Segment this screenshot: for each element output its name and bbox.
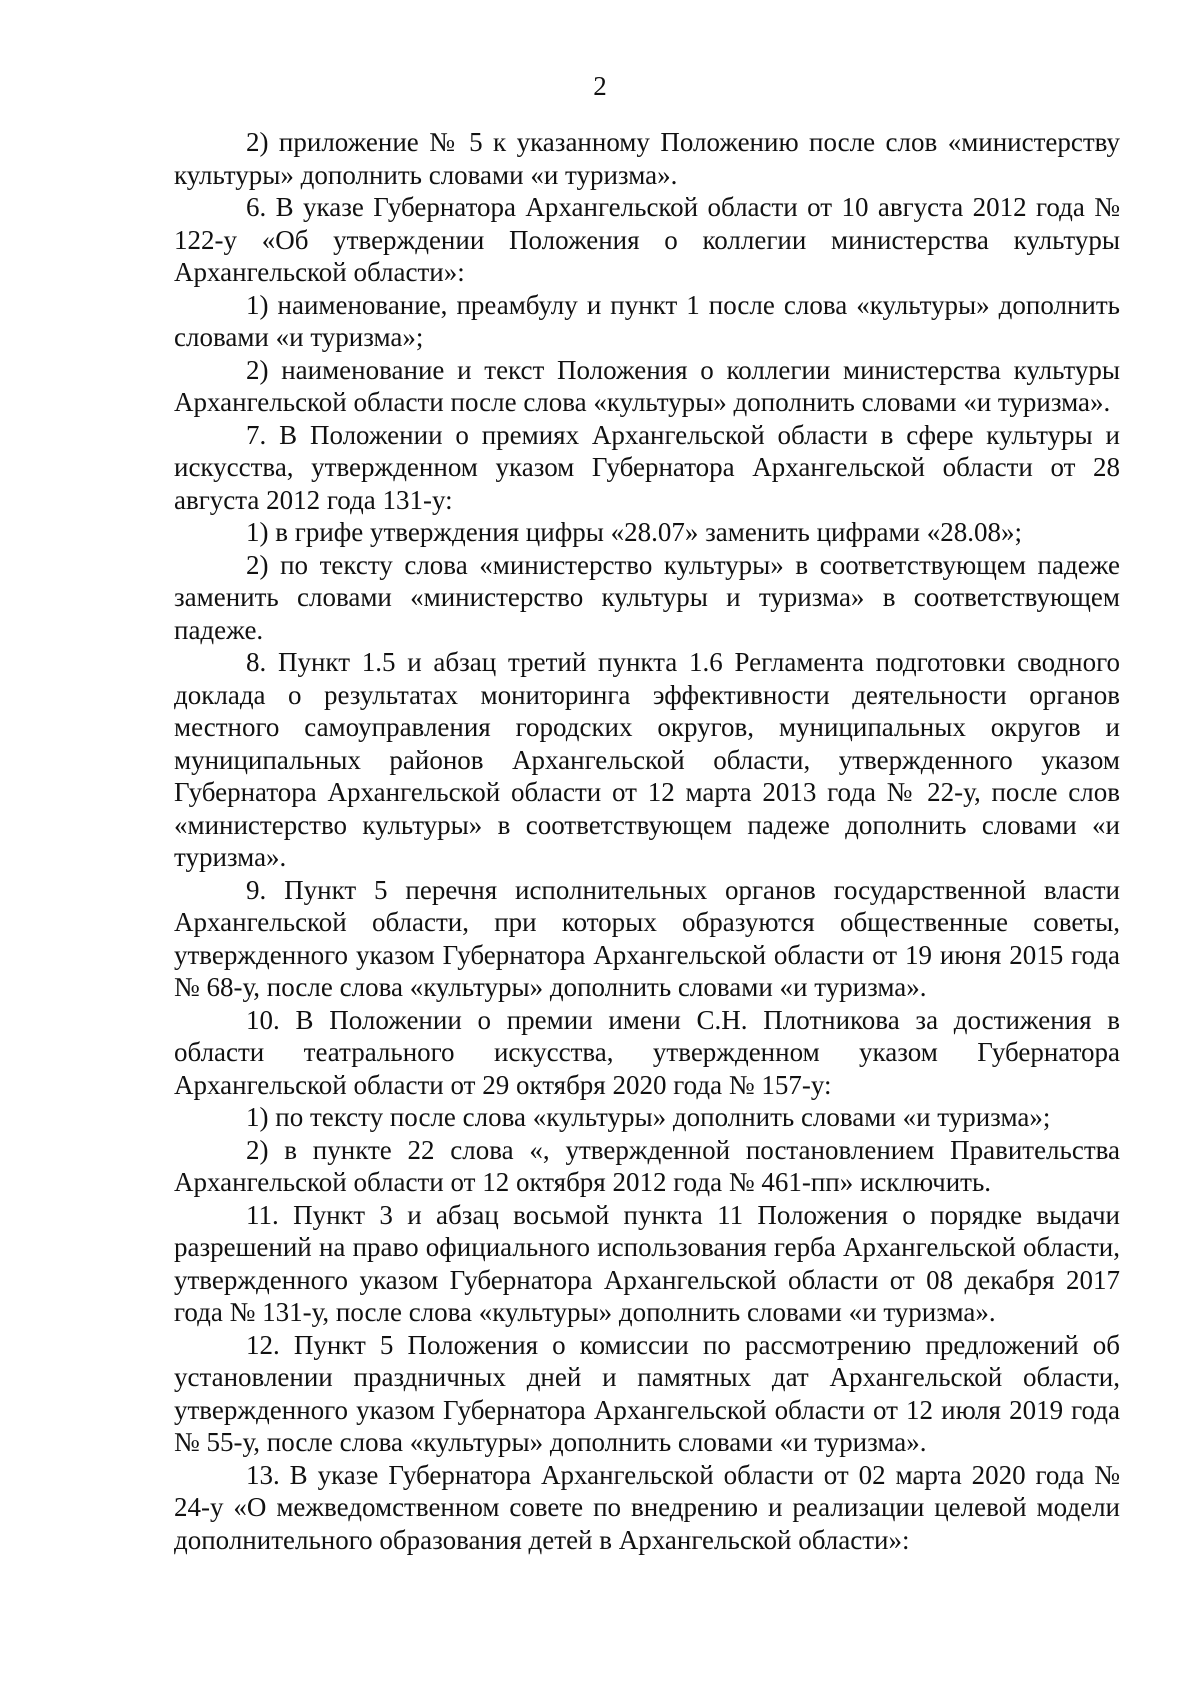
- paragraph: 1) по тексту после слова «культуры» дополнить словами «и туризма»;: [246, 1102, 1051, 1132]
- paragraph: 8. Пункт 1.5 и абзац третий пункта 1.6 Регламента подготовки сводного доклада о результатах мониторинга эффективности деятельности органов местного самоуправления городских округов, муниципальных округов и муниципальных районов Архангельской области, утвержденного указом Губернатора Архангельской области от 12 марта 2013 года № 22-у, после слов «министерство культуры» в соответствующем падеже дополнить словами «и туризма».: [174, 647, 1120, 872]
- paragraph: 6. В указе Губернатора Архангельской области от 10 августа 2012 года № 122-у «Об утверждении Положения о коллегии министерства культуры Архангельской области»:: [174, 192, 1120, 287]
- paragraph: 10. В Положении о премии имени С.Н. Плотникова за достижения в области театрального искусства, утвержденном указом Губернатора Архангельской области от 29 октября 2020 года № 157-у:: [174, 1004, 1120, 1100]
- paragraph: 1) в грифе утверждения цифры «28.07» заменить цифрами «28.08»;: [246, 517, 1022, 547]
- paragraph: 13. В указе Губернатора Архангельской области от 02 марта 2020 года № 24-у «О межведомственном совете по внедрению и реализации целевой модели дополнительного образования детей в Архангельской области»:: [174, 1459, 1120, 1555]
- paragraph: 1) наименование, преамбулу и пункт 1 после слова «культуры» дополнить словами «и туризма»;: [174, 289, 1120, 352]
- paragraph: 2) наименование и текст Положения о коллегии министерства культуры Архангельской области после слова «культуры» дополнить словами «и туризма».: [174, 354, 1120, 417]
- paragraph: 11. Пункт 3 и абзац восьмой пункта 11 Положения о порядке выдачи разрешений на право официального использования герба Архангельской области, утвержденного указом Губернатора Архангельской области от 08 декабря 2017 года № 131-у, после слова «культуры» дополнить словами «и туризма».: [174, 1199, 1120, 1327]
- paragraph: 2) по тексту слова «министерство культуры» в соответствующем падеже заменить словами «министерство культуры и туризма» в соответствующем падеже.: [174, 549, 1120, 645]
- paragraph: 2) в пункте 22 слова «, утвержденной постановлением Правительства Архангельской области от 12 октября 2012 года № 461-пп» исключить.: [174, 1134, 1120, 1197]
- paragraph: 9. Пункт 5 перечня исполнительных органов государственной власти Архангельской области, при которых образуются общественные советы, утвержденного указом Губернатора Архангельской области от 19 июня 2015 года № 68-у, после слова «культуры» дополнить словами «и туризма».: [174, 874, 1120, 1002]
- paragraph: 2) приложение № 5 к указанному Положению после слов «министерству культуры» дополнить словами «и туризма».: [174, 127, 1120, 190]
- document-body: [174, 126, 1120, 1556]
- paragraph: 12. Пункт 5 Положения о комиссии по рассмотрению предложений об установлении праздничных дней и памятных дат Архангельской области, утвержденного указом Губернатора Архангельской области от 12 июля 2019 года № 55-у, после слова «культуры» дополнить словами «и туризма».: [174, 1329, 1120, 1457]
- page-number: 2: [593, 71, 607, 101]
- paragraph: 7. В Положении о премиях Архангельской области в сфере культуры и искусства, утвержденном указом Губернатора Архангельской области от 28 августа 2012 года 131-у:: [174, 419, 1120, 515]
